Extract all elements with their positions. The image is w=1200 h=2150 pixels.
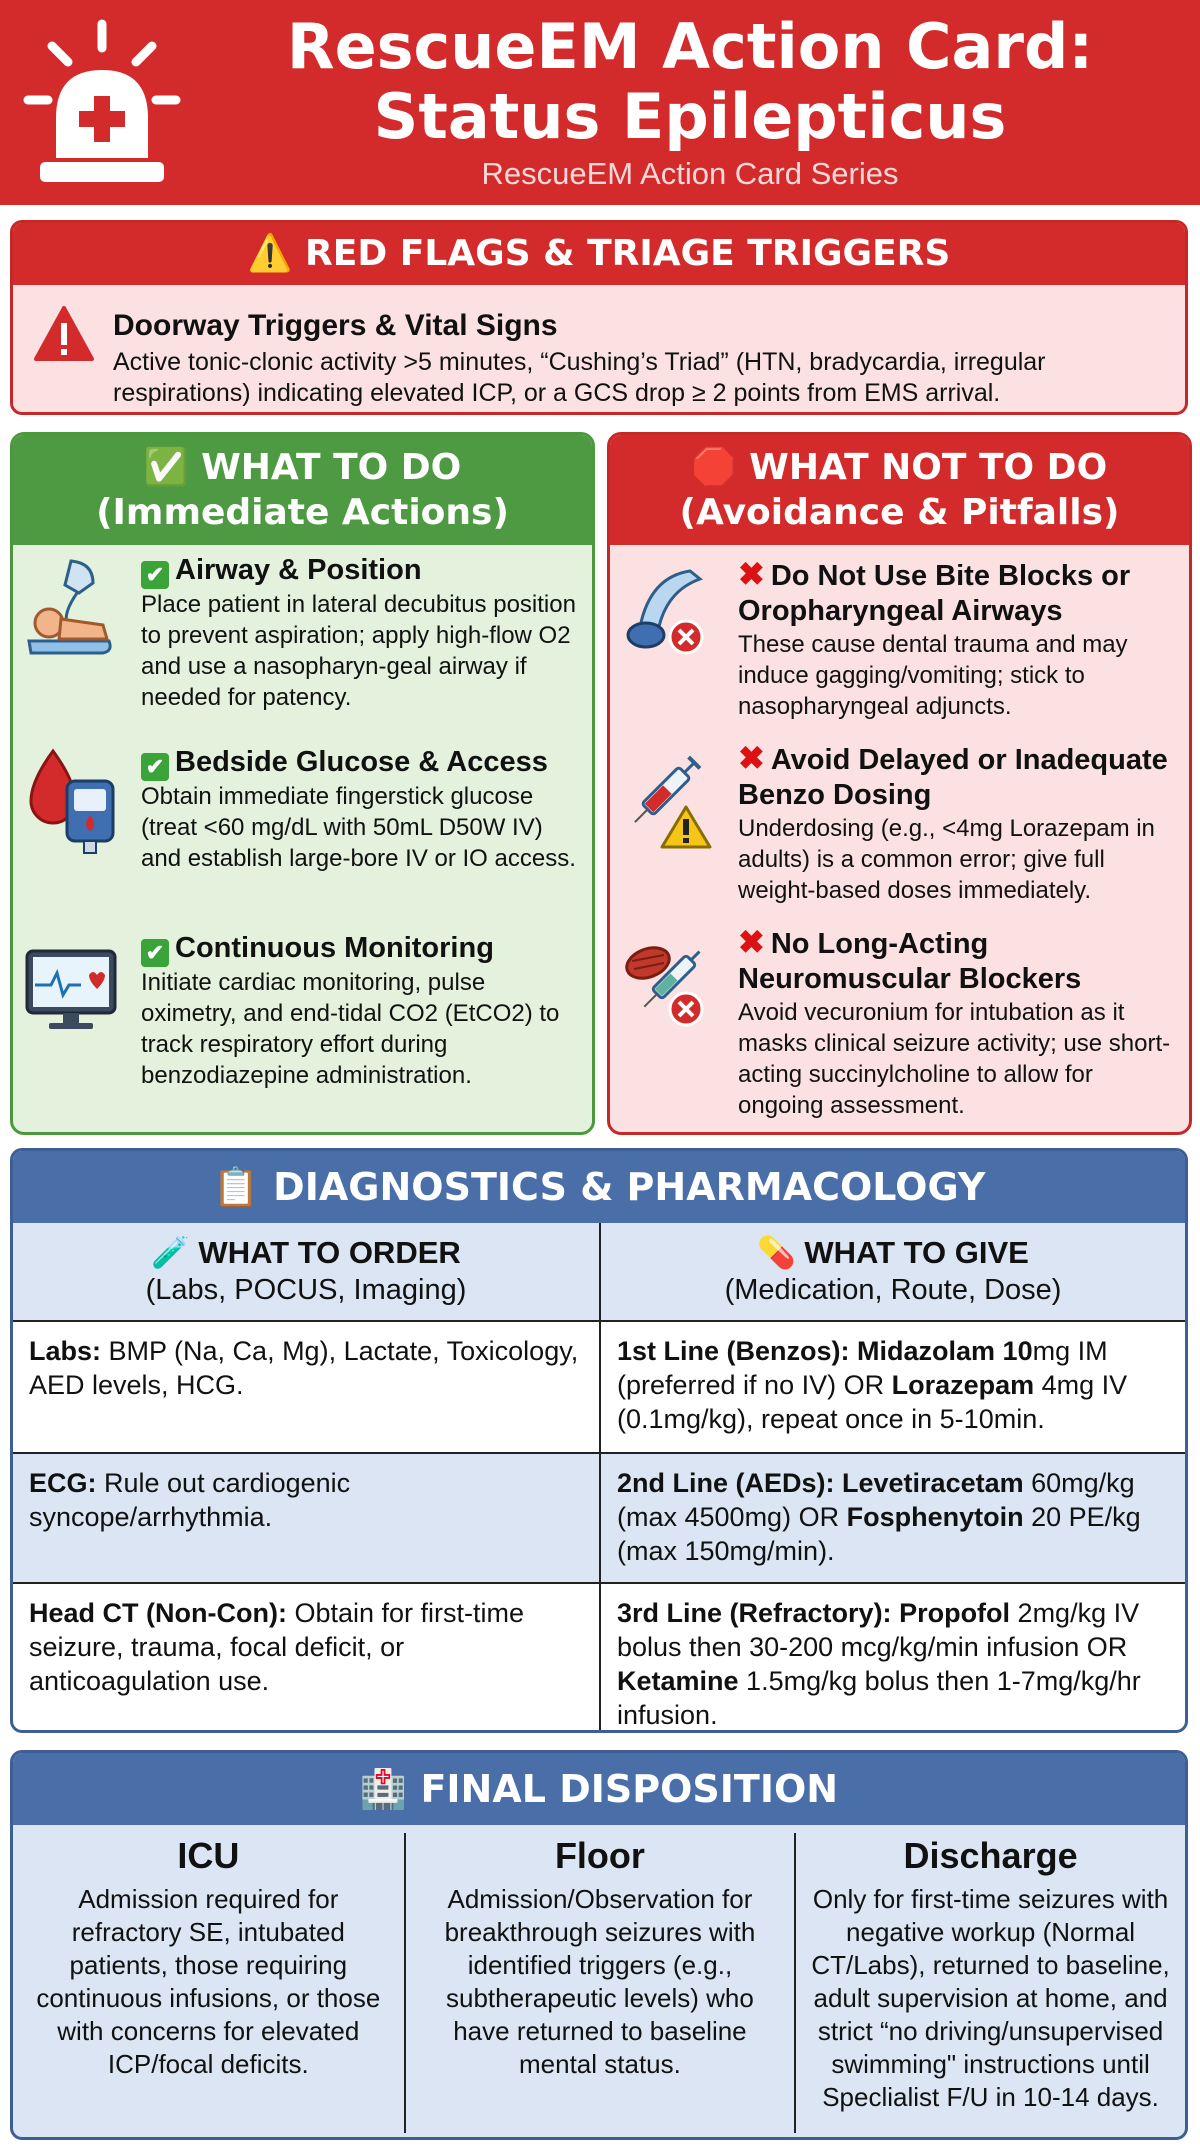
warning-triangle-icon <box>33 305 95 363</box>
order-label: Labs: <box>29 1336 102 1366</box>
what-to-do-heading-line2: (Immediate Actions) <box>96 492 509 533</box>
table-row <box>13 1320 1185 1452</box>
order-cell <box>13 1584 599 1733</box>
table-header-row <box>13 1223 1185 1320</box>
page-title <box>180 12 1200 152</box>
what-not-to-do-heading-line2: (Avoidance & Pitfalls) <box>679 492 1120 533</box>
do-item-body: Place patient in lateral decubitus position to prevent aspiration; apply high-flow O2 and use a nasopharyn-geal airway if needed for patency. <box>141 591 576 711</box>
give-cell <box>599 1454 1185 1582</box>
give-label: 3rd Line (Refractory): <box>617 1598 892 1628</box>
what-to-do-panel <box>10 432 595 1135</box>
give-drug: Lorazepam <box>891 1370 1035 1400</box>
oral-airway-icon <box>620 557 715 667</box>
order-text: BMP (Na, Ca, Mg), Lactate, Toxicology, AED levels, HCG. <box>29 1336 579 1400</box>
give-cell <box>599 1322 1185 1452</box>
disposition-body: Admission required for refractory SE, intubated patients, those requiring continuous infusions, or those with concerns for elevated ICP/focal deficits. <box>36 1884 381 2079</box>
title-line-2: Status Epilepticus <box>373 80 1007 153</box>
diagnostics-heading: 📋 DIAGNOSTICS & PHARMACOLOGY <box>13 1151 1185 1223</box>
dont-item-title: Avoid Delayed or Inadequate Benzo Dosing <box>738 744 1168 811</box>
glucose-meter-icon <box>23 745 118 855</box>
dont-item-title: Do Not Use Bite Blocks or Oropharyngeal Airways <box>738 560 1131 627</box>
dont-item-body: These cause dental trauma and may induce gagging/vomiting; stick to nasopharyngeal adjuncts. <box>738 631 1128 720</box>
what-to-do-heading-line1: ✅ WHAT TO DO <box>143 447 462 488</box>
check-icon: ✔ <box>141 939 169 967</box>
red-flag-title: Doorway Triggers & Vital Signs <box>113 309 558 342</box>
disposition-icu <box>13 1833 404 2133</box>
give-text: 4mg IV (0.1mg/kg), repeat once in 5-10min. <box>617 1370 1128 1434</box>
order-cell <box>13 1322 599 1452</box>
x-mark-icon: ✖ <box>738 740 765 776</box>
order-label: Head CT (Non-Con): <box>29 1598 287 1628</box>
give-text: 2mg/kg IV bolus then 30-200 mcg/kg/min infusion OR <box>617 1598 1140 1662</box>
order-text: Rule out cardiogenic syncope/arrhythmia. <box>29 1468 351 1532</box>
give-text: 20 PE/kg (max 150mg/min). <box>617 1502 1141 1566</box>
page-subtitle: RescueEM Action Card Series <box>481 156 899 191</box>
give-column-subtitle: (Medication, Route, Dose) <box>724 1274 1062 1306</box>
dont-item-body: Underdosing (e.g., <4mg Lorazepam in adults) is a common error; give full weight-based doses immediately. <box>738 815 1155 904</box>
give-column-header <box>599 1223 1185 1320</box>
do-item-title: Airway & Position <box>175 554 422 586</box>
order-cell <box>13 1454 599 1582</box>
disposition-title: Floor <box>554 1835 645 1876</box>
give-drug: Fosphenytoin <box>846 1502 1024 1532</box>
disposition-floor <box>404 1833 795 2133</box>
give-drug: Midazolam 10 <box>849 1336 1033 1366</box>
disposition-section <box>10 1750 1188 2140</box>
what-to-do-heading <box>13 435 592 545</box>
give-text: 60mg/kg (max 4500mg) OR <box>617 1468 1135 1532</box>
table-row <box>13 1582 1185 1733</box>
check-icon: ✔ <box>141 753 169 781</box>
order-text: Obtain for first-time seizure, trauma, focal deficit, or anticoagulation use. <box>29 1598 525 1696</box>
order-column-title: 🧪 WHAT TO ORDER <box>151 1235 461 1270</box>
do-item-body: Obtain immediate fingerstick glucose (treat <60 mg/dL with 50mL D50W IV) and establish large-bore IV or IO access. <box>141 783 576 872</box>
syringe-warning-icon <box>620 741 715 851</box>
cardiac-monitor-icon <box>23 931 118 1041</box>
give-label: 2nd Line (AEDs): <box>617 1468 835 1498</box>
disposition-body: Only for first-time seizures with negative workup (Normal CT/Labs), returned to baseline, adult supervision at home, and strict “no driving/unsupervised swimming" instructions until Speclialist F/U in 10-14 days. <box>811 1884 1170 2112</box>
what-not-to-do-panel <box>607 432 1192 1135</box>
what-not-to-do-heading-line1: 🛑 WHAT NOT TO DO <box>691 447 1108 488</box>
do-item-body: Initiate cardiac monitoring, pulse oximetry, and end-tidal CO2 (EtCO2) to track respiratory effort during benzodiazepine administration. <box>141 969 560 1089</box>
red-flag-body: Active tonic-clonic activity >5 minutes, “Cushing’s Triad” (HTN, bradycardia, irregular respirations) indicating elevated ICP, or a GCS drop ≥ 2 points from EMS arrival. <box>113 348 1046 407</box>
table-row <box>13 1452 1185 1582</box>
red-flags-section <box>10 220 1188 415</box>
disposition-body: Admission/Observation for breakthrough seizures with identified triggers (e.g., subtherapeutic levels) who have returned to baseline mental status. <box>444 1884 756 2079</box>
header-banner <box>0 0 1200 205</box>
give-drug: Levetiracetam <box>834 1468 1024 1498</box>
diagnostics-section <box>10 1148 1188 1733</box>
give-text: 1.5mg/kg bolus then 1-7mg/kg/hr infusion. <box>617 1666 1141 1730</box>
do-item-title: Continuous Monitoring <box>175 932 494 964</box>
give-drug: Ketamine <box>617 1666 739 1696</box>
diagnostics-table <box>13 1223 1185 1733</box>
disposition-title: Discharge <box>903 1835 1078 1876</box>
x-mark-icon: ✖ <box>738 924 765 960</box>
give-cell <box>599 1584 1185 1733</box>
give-column-title: 💊 WHAT TO GIVE <box>757 1235 1029 1270</box>
give-label: 1st Line (Benzos): <box>617 1336 850 1366</box>
muscle-syringe-icon <box>620 925 715 1035</box>
ambulance-siren-icon <box>22 18 182 188</box>
disposition-title: ICU <box>177 1835 240 1876</box>
title-line-1: RescueEM Action Card: <box>286 10 1094 83</box>
dont-item-title: No Long-Acting Neuromuscular Blockers <box>738 928 1082 995</box>
do-item-title: Bedside Glucose & Access <box>175 746 548 778</box>
order-label: ECG: <box>29 1468 97 1498</box>
disposition-columns <box>13 1833 1185 2133</box>
red-flags-heading: ⚠️ RED FLAGS & TRIAGE TRIGGERS <box>13 223 1185 285</box>
check-icon: ✔ <box>141 561 169 589</box>
what-not-to-do-heading <box>610 435 1189 545</box>
disposition-heading: 🏥 FINAL DISPOSITION <box>13 1753 1185 1825</box>
disposition-discharge <box>794 1833 1185 2133</box>
order-column-subtitle: (Labs, POCUS, Imaging) <box>145 1274 467 1306</box>
x-mark-icon: ✖ <box>738 556 765 592</box>
order-column-header <box>13 1223 599 1320</box>
give-drug: Propofol <box>891 1598 1011 1628</box>
airway-position-icon <box>23 553 118 663</box>
dont-item-body: Avoid vecuronium for intubation as it masks clinical seizure activity; use short-acting succinylcholine to allow for ongoing assessment. <box>738 999 1171 1119</box>
give-text: mg IM (preferred if no IV) OR <box>617 1336 1108 1400</box>
